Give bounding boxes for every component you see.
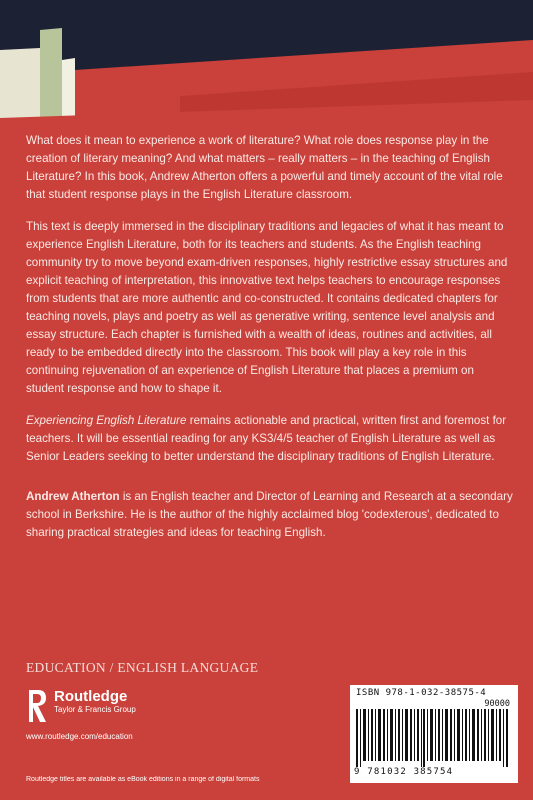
blurb-paragraph-1: What does it mean to experience a work of literature? What role does response play in the creation of literary meaning? And what matters – really matters – in the teaching of English Literature? In this book, Andrew Atherton offers a powerful and timely account of the vital role that student response plays in the English Literature classroom. [26, 134, 503, 201]
publisher-name: Routledge [54, 688, 128, 705]
publisher-logo [26, 688, 266, 748]
author-name: Andrew Atherton [26, 490, 120, 503]
author-bio [26, 488, 514, 542]
isbn-barcode [350, 685, 518, 783]
blurb-paragraph-3-rest: remains actionable and practical, written first and foremost for teachers. It will be essential reading for any KS3/4/5 teacher of English Literature as well as Senior Leaders seeking to better understand the disciplinary traditions of English Literature. [26, 414, 507, 463]
publisher-url: www.routledge.com/education [26, 732, 133, 741]
blurb-paragraph-2: This text is deeply immersed in the disciplinary traditions and legacies of what it has meant to experience English Literature, both for its teachers and students. As the English teaching community try to move beyond exam-driven responses, highly restrictive essay structures and explicit teaching of interpretation, this innovative text helps teachers to encourage responses from students that are more authentic and co-constructed. It contains dedicated chapters for teaching novels, plays and poetry as well as generative writing, sentence level analysis and essay structure. Each chapter is furnished with a wealth of ideas, routines and activities, all ready to be embedded directly into the classroom. This book will play a key role in this continuing rejuvenation of an experience of English Literature that places a premium on student response and how to shape it. [26, 220, 508, 395]
book-stack-illustration [0, 0, 533, 128]
publisher-group: Taylor & Francis Group [54, 705, 136, 714]
cover-art-band [0, 0, 533, 128]
price-code: 90000 [484, 699, 510, 709]
author-bio-text: is an English teacher and Director of Learning and Research at a secondary school in Berkshire. He is the author of the highly acclaimed blog 'codexterous', dedicated to sharing practical strategies and ideas for teaching English. [26, 490, 513, 539]
barcode-digits: 9 781032 385754 [354, 767, 454, 777]
back-cover-text [26, 132, 514, 556]
book-title-italic: Experiencing English Literature [26, 414, 187, 427]
subject-category: EDUCATION / ENGLISH LANGUAGE [26, 660, 259, 675]
isbn-number: ISBN 978-1-032-38575-4 [356, 688, 487, 698]
blurb-paragraph-3 [26, 412, 514, 466]
barcode-bars [356, 709, 512, 767]
routledge-r-icon [26, 688, 48, 724]
ebook-note: Routledge titles are available as eBook editions in a range of digital formats [26, 776, 260, 783]
